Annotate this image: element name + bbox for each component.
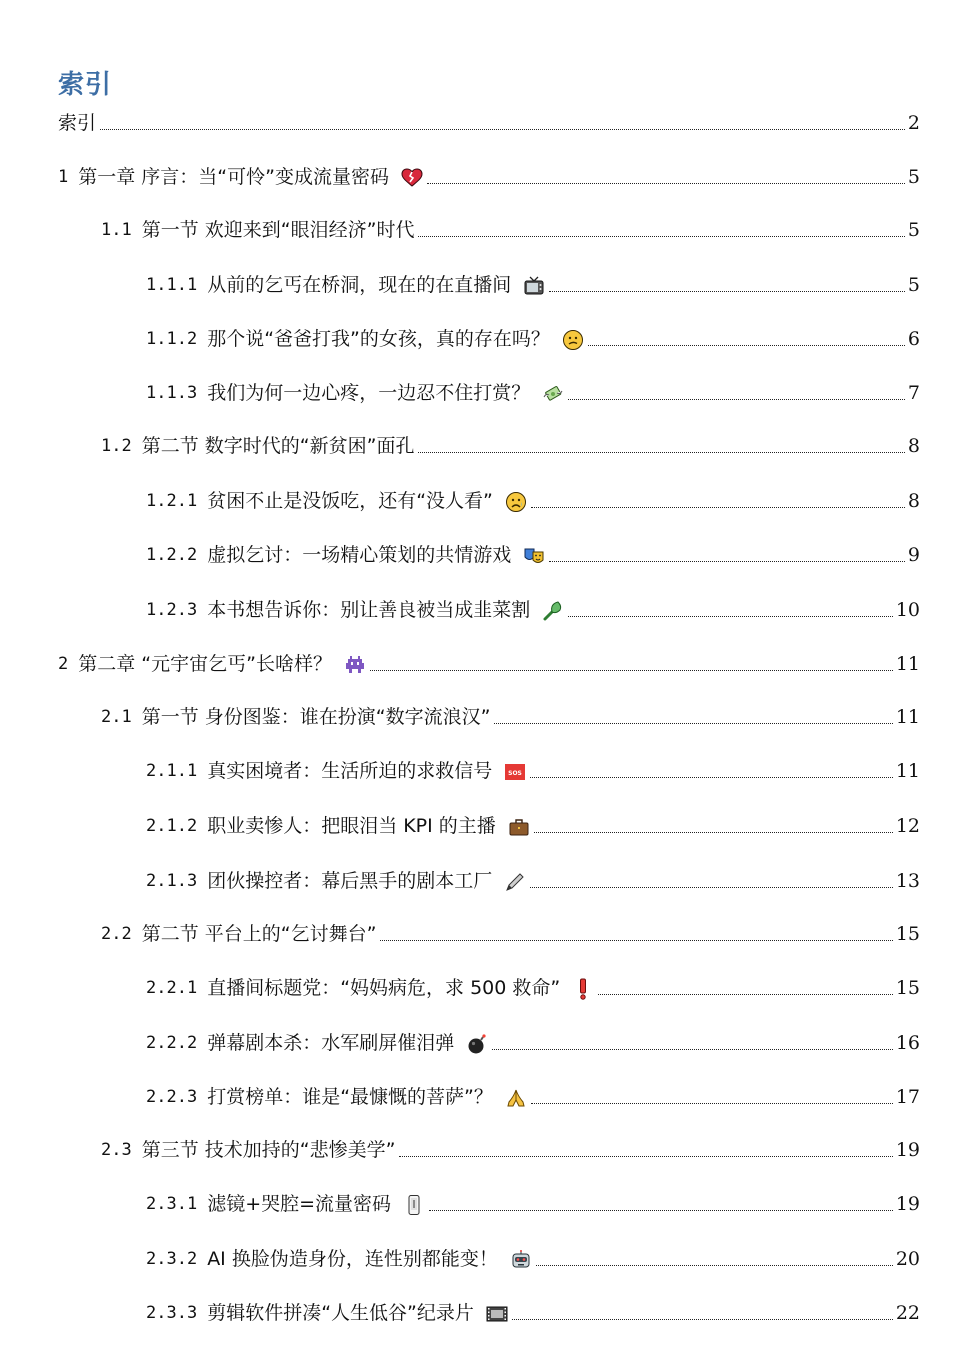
- toc-entry-label: [146, 1028, 488, 1058]
- toc-entry-number: 1.2.3: [146, 600, 198, 620]
- toc-entry-label: [146, 866, 526, 896]
- briefcase-icon: [508, 816, 530, 838]
- toc-entry-title: 滤镜+哭腔=流量密码: [207, 1193, 392, 1215]
- toc-entry[interactable]: [101, 702, 920, 732]
- toc-entry-label: [146, 1298, 508, 1328]
- toc-entry-title: 本书想告诉你：别让善良被当成韭菜割: [207, 599, 531, 621]
- toc-entry[interactable]: [146, 486, 920, 516]
- toc-entry-number: 2.1.3: [146, 871, 198, 891]
- toc-entry-page-number: 9: [907, 544, 920, 566]
- toc-entry-page-number: 5: [907, 219, 920, 241]
- toc-entry-page-number: 13: [895, 870, 920, 892]
- toc-entry-number: 2.3.1: [146, 1194, 198, 1214]
- alien-monster-icon: [344, 654, 366, 676]
- toc-entry-title: 职业卖惨人：把眼泪当 KPI 的主播: [207, 815, 496, 837]
- toc-entry-page-number: 7: [907, 382, 920, 404]
- toc-entry-number: 1.1.1: [146, 275, 198, 295]
- toc-entry-label: [101, 1135, 395, 1165]
- toc-entry-number: 1.1.2: [146, 329, 198, 349]
- folded-hands-icon: [505, 1087, 527, 1109]
- toc-entry[interactable]: [146, 270, 920, 300]
- toc-entry-number: 2.2.3: [146, 1087, 198, 1107]
- dot-leader: [418, 452, 904, 453]
- dot-leader: [399, 1156, 892, 1157]
- toc-entry-label: [146, 378, 564, 408]
- toc-entry-title: 真实困境者：生活所迫的求救信号: [207, 760, 493, 782]
- toc-entry-number: 1.1: [101, 220, 132, 240]
- toc-entry-page-number: 20: [895, 1248, 920, 1270]
- pen-icon: [504, 871, 526, 893]
- dot-leader: [494, 723, 892, 724]
- toc-entry-number: 1.2.1: [146, 491, 198, 511]
- toc-entry-number: 2: [58, 654, 69, 674]
- toc-entry-title: 第一章 序言：当“可怜”变成流量密码: [78, 166, 389, 188]
- toc-entry-title: 第二节 平台上的“乞讨舞台”: [141, 923, 377, 945]
- toc-entry-title: 第一节 身份图鉴：谁在扮演“数字流浪汉”: [141, 706, 491, 728]
- dot-leader: [536, 1265, 893, 1266]
- toc-entry-page-number: 11: [895, 706, 920, 728]
- toc-entry[interactable]: [146, 756, 920, 786]
- toc-entry-number: 2.2.2: [146, 1033, 198, 1053]
- index-heading: 索引: [58, 70, 113, 100]
- toc-entry-number: 1: [58, 167, 69, 187]
- dot-leader: [530, 777, 893, 778]
- toc-entry-page-number: 15: [895, 923, 920, 945]
- toc-entry-label: [146, 756, 526, 786]
- toc-entry-number: 2.1: [101, 707, 132, 727]
- toc-entry-page-number: 5: [907, 274, 920, 296]
- toc-entry-number: 2.2: [101, 924, 132, 944]
- dot-leader: [427, 183, 905, 184]
- toc-entry-page-number: 22: [895, 1302, 920, 1324]
- toc-entry-label: [101, 215, 414, 245]
- dot-leader: [370, 670, 893, 671]
- dot-leader: [492, 1049, 893, 1050]
- toc-entry-label: [146, 324, 584, 354]
- toc-entry-page-number: 16: [895, 1032, 920, 1054]
- toc-entry-label: [58, 162, 423, 192]
- toc-entry-title: 打赏榜单：谁是“最慷慨的菩萨”？: [207, 1086, 493, 1108]
- dot-leader: [100, 129, 905, 130]
- toc-entry[interactable]: [58, 108, 920, 138]
- toc-entry[interactable]: [146, 540, 920, 570]
- film-frames-icon: [486, 1303, 508, 1325]
- toc-entry-label: [146, 486, 527, 516]
- confused-face-icon: [562, 329, 584, 351]
- toc-entry-number: 2.3.2: [146, 1249, 198, 1269]
- dot-leader: [531, 1103, 893, 1104]
- dot-leader: [418, 236, 904, 237]
- toc-entry-title: 团伙操控者：幕后黑手的剧本工厂: [207, 870, 493, 892]
- toc-entry[interactable]: [146, 1028, 920, 1058]
- toc-entry-label: [58, 649, 366, 679]
- toc-entry[interactable]: [58, 649, 920, 679]
- toc-entry-title: 剪辑软件拼凑“人生低谷”纪录片: [207, 1302, 474, 1324]
- dot-leader: [598, 994, 893, 995]
- tv-icon: [523, 275, 545, 297]
- toc-entry-label: [146, 811, 530, 841]
- dot-leader: [534, 832, 893, 833]
- toc-entry-title: 弹幕剧本杀：水军刷屏催泪弹: [207, 1032, 455, 1054]
- dot-leader: [588, 345, 905, 346]
- toc-entry[interactable]: [146, 324, 920, 354]
- toc-entry-title: 我们为何一边心疼，一边忍不住打赏？: [207, 382, 531, 404]
- toc-entry-label: [101, 702, 490, 732]
- toc-entry-label: [146, 540, 545, 570]
- toc-entry-number: 2.1.2: [146, 816, 198, 836]
- toc-entry[interactable]: [146, 378, 920, 408]
- toc-entry-number: 2.2.1: [146, 978, 198, 998]
- dot-leader: [531, 507, 905, 508]
- toc-entry[interactable]: [146, 595, 920, 625]
- toc-entry-page-number: 8: [907, 490, 920, 512]
- toc-entry[interactable]: [146, 866, 920, 896]
- toc-entry-number: 1.1.3: [146, 383, 198, 403]
- toc-entry-label: [146, 1082, 527, 1112]
- svg-text:SOS: SOS: [508, 770, 523, 777]
- toc-entry-number: 1.2: [101, 436, 132, 456]
- dot-leader: [512, 1319, 893, 1320]
- toc-entry-label: [146, 270, 545, 300]
- toc-entry-label: [101, 919, 376, 949]
- toc-entry-title: 那个说“爸爸打我”的女孩，真的存在吗？: [207, 328, 550, 350]
- toc-entry-page-number: 6: [907, 328, 920, 350]
- toc-entry-label: [146, 973, 594, 1003]
- toc-entry-page-number: 11: [895, 760, 920, 782]
- toc-entry[interactable]: [146, 1189, 920, 1219]
- broken-heart-icon: [401, 167, 423, 189]
- toc-entry-title: 第二章 “元宇宙乞丐”长啥样？: [78, 653, 332, 675]
- toc-entry-title: 第三节 技术加持的“悲惨美学”: [141, 1139, 396, 1161]
- toc-entry[interactable]: [101, 215, 920, 245]
- toc-entry[interactable]: [101, 1135, 920, 1165]
- toc-entry-label: [101, 431, 414, 461]
- toc-entry[interactable]: [146, 1298, 920, 1328]
- toc-entry-label: [146, 595, 564, 625]
- toc-entry-number: 2.1.1: [146, 761, 198, 781]
- toc-entry-title: 从前的乞丐在桥洞，现在的在直播间: [207, 274, 512, 296]
- toc-entry-title: AI 换脸伪造身份，连性别都能变！: [207, 1248, 498, 1270]
- dot-leader: [549, 561, 905, 562]
- toc-entry-page-number: 19: [895, 1193, 920, 1215]
- toc-entry-label: [146, 1244, 532, 1274]
- toc-entry-page-number: 17: [895, 1086, 920, 1108]
- toc-entry[interactable]: [146, 1082, 920, 1112]
- toc-entry-page-number: 8: [907, 435, 920, 457]
- toc-entry-number: 1.2.2: [146, 545, 198, 565]
- toc-entry-title: 虚拟乞讨：一场精心策划的共情游戏: [207, 544, 512, 566]
- dot-leader: [568, 616, 893, 617]
- toc-entry-title: 贫困不止是没饭吃，还有“没人看”: [207, 490, 493, 512]
- toc-entry[interactable]: [146, 1244, 920, 1274]
- mobile-phone-icon: [403, 1194, 425, 1216]
- toc-entry-page-number: 15: [895, 977, 920, 999]
- toc-entry[interactable]: [58, 162, 920, 192]
- dot-leader: [380, 940, 892, 941]
- sos-icon: [504, 761, 526, 783]
- toc-entry[interactable]: [146, 973, 920, 1003]
- dot-leader: [568, 399, 905, 400]
- toc-entry-label: [58, 108, 96, 138]
- money-wings-icon: [542, 383, 564, 405]
- toc-entry-title: 索引: [58, 112, 97, 134]
- toc-entry-number: 2.3: [101, 1140, 132, 1160]
- dot-leader: [530, 887, 893, 888]
- toc-entry-title: 第一节 欢迎来到“眼泪经济”时代: [141, 219, 415, 241]
- bomb-icon: [466, 1033, 488, 1055]
- toc-entry[interactable]: [101, 431, 920, 461]
- toc-entry-page-number: 12: [895, 815, 920, 837]
- toc-entry-page-number: 5: [907, 166, 920, 188]
- toc-entry-title: 直播间标题党：“妈妈病危，求 500 救命”: [207, 977, 561, 999]
- toc-entry[interactable]: [101, 919, 920, 949]
- sad-face-icon: [505, 491, 527, 513]
- toc-entry-page-number: 11: [895, 653, 920, 675]
- leafy-green-icon: [542, 600, 564, 622]
- robot-icon: [510, 1249, 532, 1271]
- toc-entry-label: [146, 1189, 425, 1219]
- dot-leader: [549, 291, 905, 292]
- toc-entry-page-number: 2: [907, 112, 920, 134]
- theater-masks-icon: [523, 545, 545, 567]
- toc-entry[interactable]: [146, 811, 920, 841]
- toc-entry-page-number: 19: [895, 1139, 920, 1161]
- toc-entry-title: 第二节 数字时代的“新贫困”面孔: [141, 435, 415, 457]
- toc-entry-number: 2.3.3: [146, 1303, 198, 1323]
- dot-leader: [429, 1210, 893, 1211]
- toc-entry-page-number: 10: [895, 599, 920, 621]
- exclamation-icon: [572, 978, 594, 1000]
